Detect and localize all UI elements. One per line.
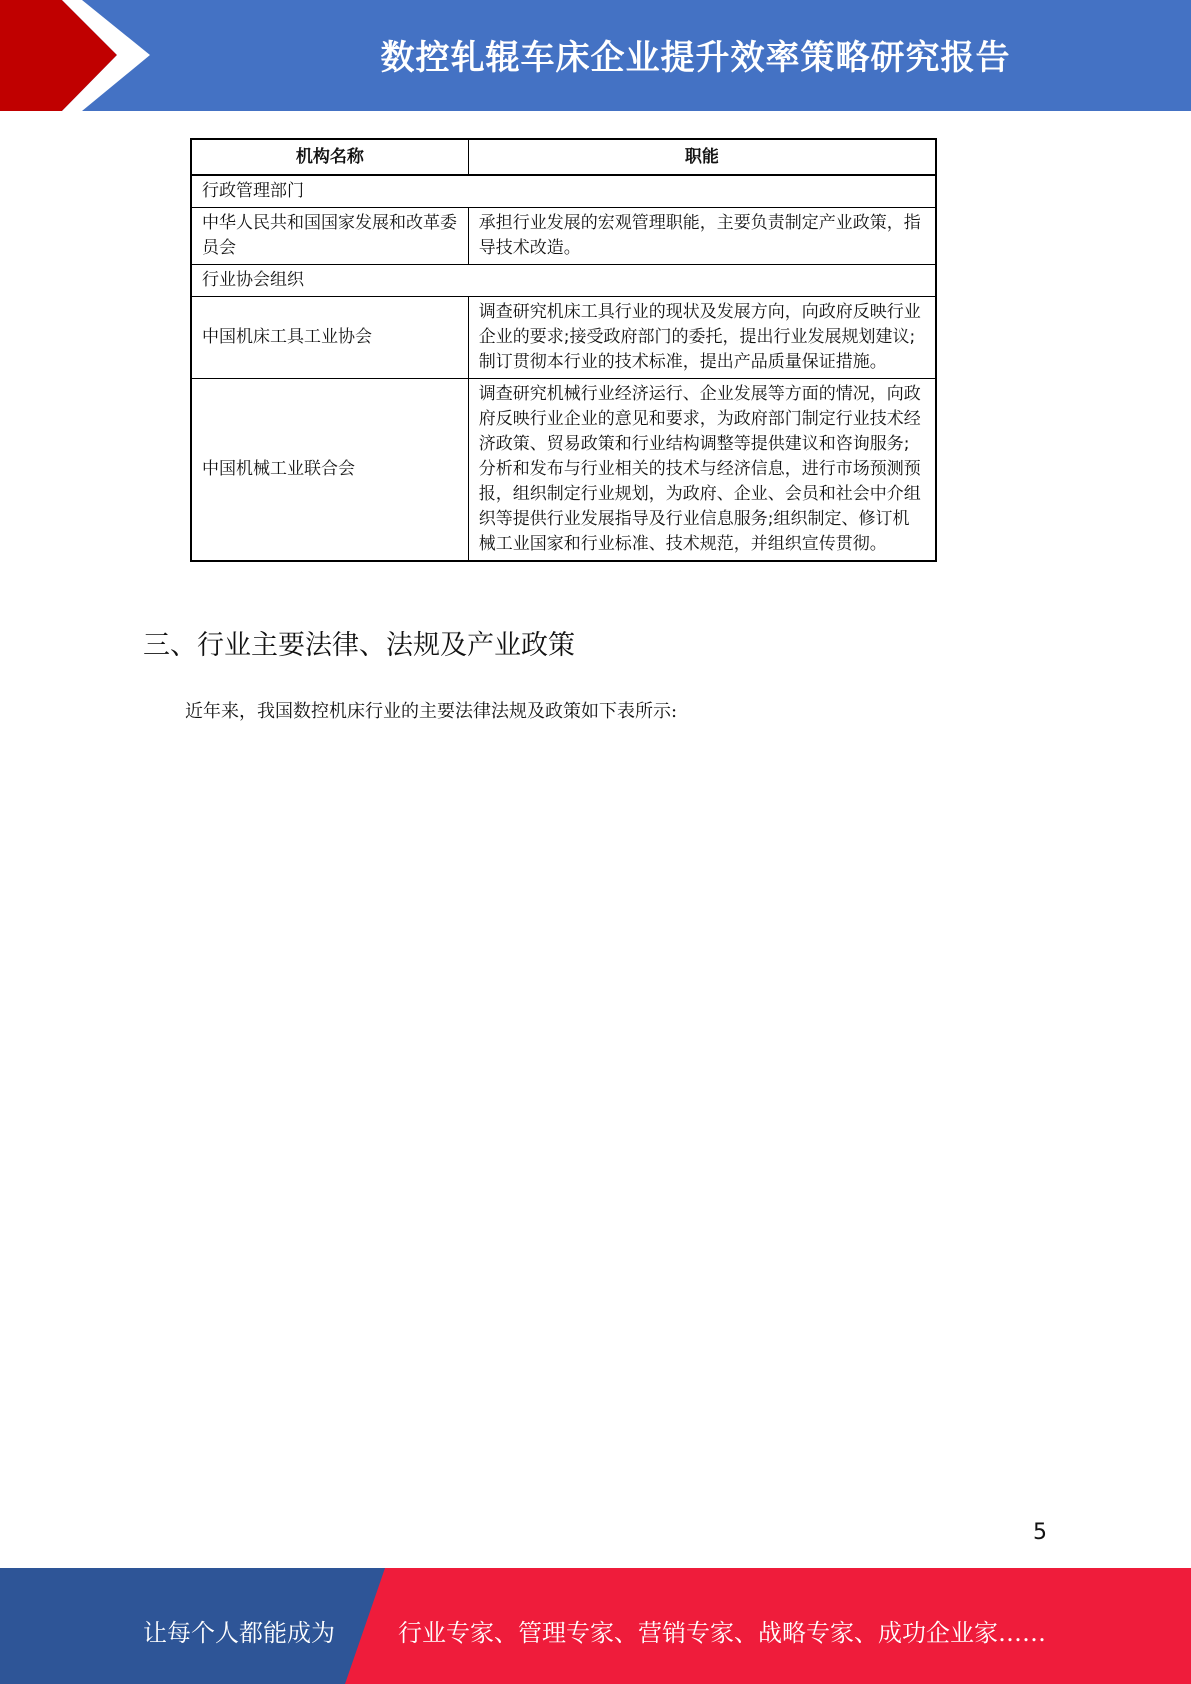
report-header bbox=[0, 0, 1191, 111]
footer-slogan-right: 行业专家、管理专家、营销专家、战略专家、成功企业家…… bbox=[398, 1619, 1046, 1647]
section-intro-paragraph: 近年来，我国数控机床行业的主要法律法规及政策如下表所示: bbox=[185, 701, 678, 722]
org-name-cmtba: 中国机床工具工业协会 bbox=[191, 297, 468, 379]
org-name-ndrc: 中华人民共和国国家发展和改革委员会 bbox=[191, 208, 468, 265]
footer-slogan-left: 让每个人都能成为 bbox=[143, 1619, 335, 1647]
organization-table bbox=[190, 138, 937, 562]
table-header-row bbox=[191, 139, 936, 175]
group-label-admin: 行政管理部门 bbox=[191, 175, 936, 208]
table-row bbox=[191, 297, 936, 379]
section-heading: 三、行业主要法律、法规及产业政策 bbox=[143, 630, 575, 661]
report-title: 数控轧辊车床企业提升效率策略研究报告 bbox=[380, 38, 1011, 78]
org-function-ndrc: 承担行业发展的宏观管理职能，主要负责制定产业政策，指导技术改造。 bbox=[468, 208, 936, 265]
table-row bbox=[191, 379, 936, 562]
page-number: 5 bbox=[1033, 1520, 1047, 1545]
org-function-cmif: 调查研究机械行业经济运行、企业发展等方面的情况，向政府反映行业企业的意见和要求，为政府部门制定行业技术经济政策、贸易政策和行业结构调整等提供建议和咨询服务;分析和发布与行业相关的技术与经济信息，进行市场预测预报，组织制定行业规划，为政府、企业、会员和社会中介组织等提供行业发展指导及行业信息服务;组织制定、修订机械工业国家和行业标准、技术规范，并组织宣传贯彻。 bbox=[468, 379, 936, 562]
table-group-row bbox=[191, 265, 936, 297]
column-header-name: 机构名称 bbox=[191, 139, 468, 175]
header-chevron-decoration bbox=[0, 0, 160, 111]
table-row bbox=[191, 208, 936, 265]
org-function-cmtba: 调查研究机床工具行业的现状及发展方向，向政府反映行业企业的要求;接受政府部门的委托，提出行业发展规划建议;制订贯彻本行业的技术标准，提出产品质量保证措施。 bbox=[468, 297, 936, 379]
org-name-cmif: 中国机械工业联合会 bbox=[191, 379, 468, 562]
group-label-association: 行业协会组织 bbox=[191, 265, 936, 297]
column-header-function: 职能 bbox=[468, 139, 936, 175]
table-group-row bbox=[191, 175, 936, 208]
report-footer bbox=[0, 1568, 1191, 1684]
